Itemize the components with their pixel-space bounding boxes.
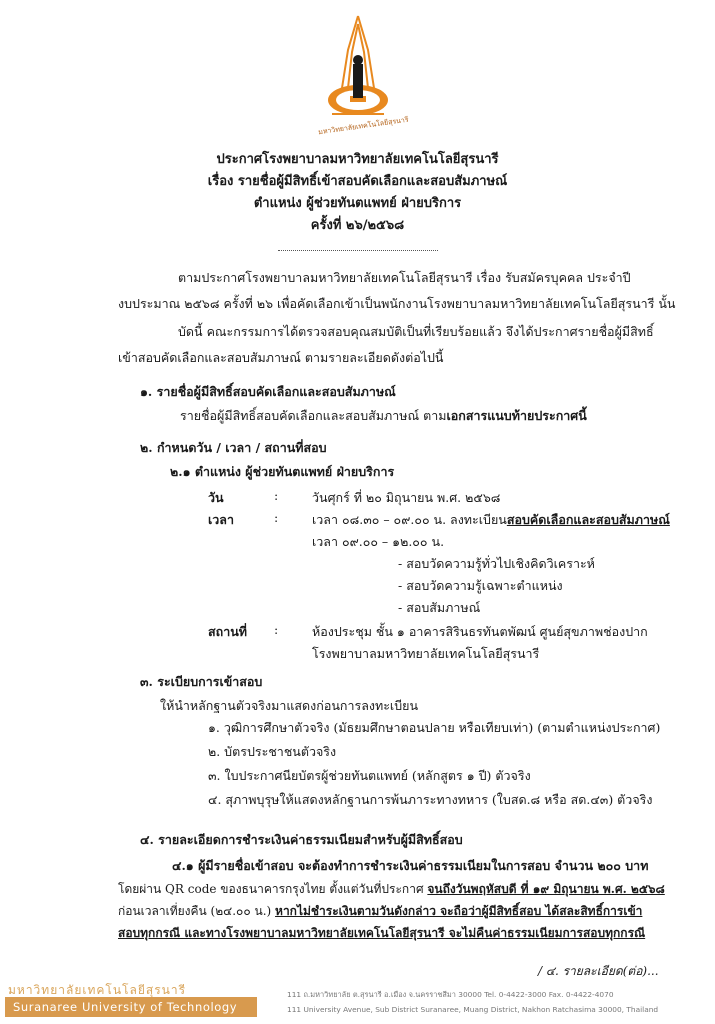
section4-line-1: ๔.๑ ผู้มีรายชื่อเข้าสอบ จะต้องทำการชำระเงินค่าธรรมเนียมในการสอบ จำนวน ๒๐๐ บาท bbox=[172, 858, 649, 873]
day-label: วัน bbox=[208, 490, 224, 505]
section1-body: รายชื่อผู้มีสิทธิ์สอบคัดเลือกและสอบสัมภาษณ์ ตามเอกสารแนบท้ายประกาศนี้ bbox=[180, 408, 587, 423]
header-line-1: ประกาศโรงพยาบาลมหาวิทยาลัยเทคโนโลยีสุรนารี bbox=[216, 152, 499, 167]
footer-address-en: 111 University Avenue, Sub District Suranaree, Muang District, Nakhon Ratchasima 30000, Thailand bbox=[287, 1005, 659, 1014]
logo-university-text: มหาวิทยาลัยเทคโนโลยีสุรนารี bbox=[317, 115, 410, 137]
time-label: เวลา bbox=[208, 512, 234, 527]
section1-attachment: เอกสารแนบท้ายประกาศนี้ bbox=[446, 408, 587, 423]
document-item: ๔. สุภาพบุรุษให้แสดงหลักฐานการพ้นภาระทางทหาร (ใบสด.๘ หรือ สด.๔๓) ตัวจริง bbox=[208, 792, 653, 807]
section3-intro: ให้นำหลักฐานตัวจริงมาแสดงก่อนการลงทะเบียน bbox=[160, 698, 418, 713]
place-colon: : bbox=[274, 622, 279, 637]
time-colon: : bbox=[274, 510, 279, 525]
section1-title: ๑. รายชื่อผู้มีสิทธิ์สอบคัดเลือกและสอบสัมภาษณ์ bbox=[140, 384, 396, 399]
intro-p2-line1: บัดนี้ คณะกรรมการได้ตรวจสอบคุณสมบัติเป็นที่เรียบร้อยแล้ว จึงได้ประกาศรายชื่อผู้มีสิทธิ์ bbox=[178, 324, 654, 339]
place-line-2: โรงพยาบาลมหาวิทยาลัยเทคโนโลยีสุรนารี bbox=[312, 646, 540, 661]
intro-p1-line1: ตามประกาศโรงพยาบาลมหาวิทยาลัยเทคโนโลยีสุรนารี เรื่อง รับสมัครบุคคล ประจำปี bbox=[178, 270, 631, 285]
time-value-1: เวลา ๐๘.๓๐ – ๐๙.๐๐ น. ลงทะเบียนสอบคัดเลือกและสอบสัมภาษณ์ bbox=[312, 512, 670, 527]
place-line-1: ห้องประชุม ชั้น ๑ อาคารสิรินธรทันตพัฒน์ ศูนย์สุขภาพช่องปาก bbox=[312, 624, 648, 639]
header-divider bbox=[278, 250, 438, 251]
intro-p1-line2: งบประมาณ ๒๕๖๘ ครั้งที่ ๒๖ เพื่อคัดเลือกเข้าเป็นพนักงานโรงพยาบาลมหาวิทยาลัยเทคโนโลยีสุรนารี นั้น bbox=[118, 296, 676, 311]
header-line-2: เรื่อง รายชื่อผู้มีสิทธิ์เข้าสอบคัดเลือกและสอบสัมภาษณ์ bbox=[207, 174, 508, 189]
section4-line-4: สอบทุกกรณี และทางโรงพยาบาลมหาวิทยาลัยเทคโนโลยีสุรนารี จะไม่คืนค่าธรรมเนียมการสอบทุกกรณี bbox=[118, 926, 646, 940]
exam-item: - สอบวัดความรู้เฉพาะตำแหน่ง bbox=[398, 578, 563, 593]
footer-university-en: Suranaree University of Technology bbox=[5, 997, 257, 1017]
document-item: ๓. ใบประกาศนียบัตรผู้ช่วยทันตแพทย์ (หลักสูตร ๑ ปี) ตัวจริง bbox=[208, 768, 531, 783]
time-value-2: เวลา ๐๙.๐๐ – ๑๒.๐๐ น. bbox=[312, 534, 445, 549]
section2-subtitle: ๒.๑ ตำแหน่ง ผู้ช่วยทันตแพทย์ ฝ่ายบริการ bbox=[170, 464, 395, 479]
day-colon: : bbox=[274, 488, 279, 503]
day-value: วันศุกร์ ที่ ๒๐ มิถุนายน พ.ศ. ๒๕๖๘ bbox=[312, 490, 501, 505]
section3-title: ๓. ระเบียบการเข้าสอบ bbox=[140, 674, 263, 689]
continue-note: / ๔. รายละเอียด(ต่อ)... bbox=[538, 964, 659, 978]
document-item: ๒. บัตรประชาชนตัวจริง bbox=[208, 744, 337, 759]
header-line-3: ตำแหน่ง ผู้ช่วยทันตแพทย์ ฝ่ายบริการ bbox=[253, 196, 462, 211]
exam-item: - สอบสัมภาษณ์ bbox=[398, 600, 481, 615]
document-item: ๑. วุฒิการศึกษาตัวจริง (มัธยมศึกษาตอนปลาย หรือเทียบเท่า) (ตามตำแหน่งประกาศ) bbox=[208, 720, 661, 735]
section4-line-2: โดยผ่าน QR code ของธนาคารกรุงไทย ตั้งแต่วันที่ประกาศ จนถึงวันพฤหัสบดี ที่ ๑๙ มิถุนายน พ.ศ. ๒๕๖๘ bbox=[118, 882, 665, 896]
place-label: สถานที่ bbox=[208, 624, 248, 639]
section4-title: ๔. รายละเอียดการชำระเงินค่าธรรมเนียมสำหรับผู้มีสิทธิ์สอบ bbox=[140, 832, 463, 847]
footer-address-th: 111 ถ.มหาวิทยาลัย ต.สุรนารี อ.เมือง จ.นครราชสีมา 30000 Tel. 0-4422-3000 Fax. 0-4422-4070 bbox=[287, 990, 614, 999]
section2-title: ๒. กำหนดวัน / เวลา / สถานที่สอบ bbox=[140, 440, 327, 455]
section4-line-3: ก่อนเวลาเที่ยงคืน (๒๔.๐๐ น.) หากไม่ชำระเงินตามวันดังกล่าว จะถือว่าผู้มีสิทธิ์สอบ ได้สละสิทธิ์การเข้า bbox=[118, 904, 643, 918]
header-line-4: ครั้งที่ ๒๖/๒๕๖๘ bbox=[310, 218, 405, 233]
intro-p2-line2: เข้าสอบคัดเลือกและสอบสัมภาษณ์ ตามรายละเอียดดังต่อไปนี้ bbox=[118, 350, 444, 365]
exam-item: - สอบวัดความรู้ทั่วไปเชิงคิดวิเคราะห์ bbox=[398, 556, 595, 571]
footer-university-th: มหาวิทยาลัยเทคโนโลยีสุรนารี bbox=[8, 983, 187, 997]
